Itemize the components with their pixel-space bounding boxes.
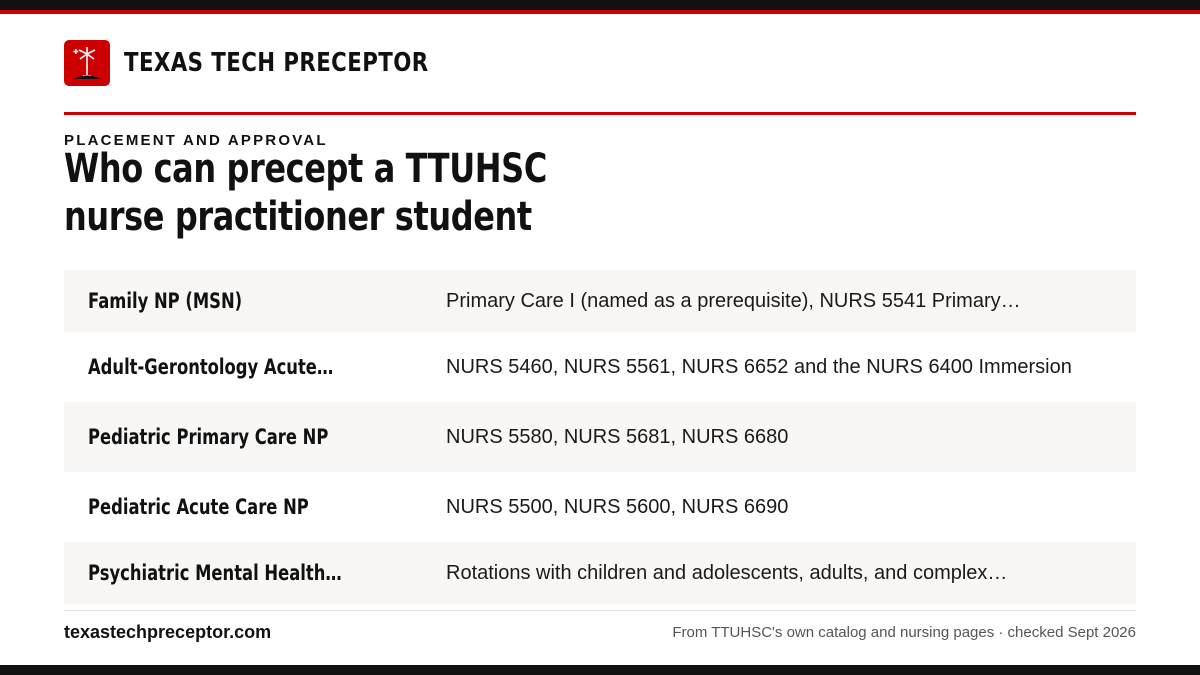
courses-cell: Rotations with children and adolescents, adults, and complex… bbox=[446, 561, 1008, 584]
courses-cell: Primary Care I (named as a prerequisite), NURS 5541 Primary… bbox=[446, 289, 1021, 312]
section-eyebrow: PLACEMENT AND APPROVAL bbox=[64, 132, 328, 149]
header-divider bbox=[64, 112, 1136, 115]
courses-cell: NURS 5580, NURS 5681, NURS 6680 bbox=[446, 425, 789, 448]
track-cell bbox=[64, 561, 446, 585]
brand-name[interactable]: TEXAS TECH PRECEPTOR bbox=[124, 48, 429, 78]
title-line-2: nurse practitioner student bbox=[64, 194, 532, 240]
track-name: Adult-Gerontology Acute… bbox=[88, 355, 334, 379]
track-name: Psychiatric Mental Health… bbox=[88, 561, 342, 585]
precept-table bbox=[64, 270, 1136, 604]
track-name: Pediatric Primary Care NP bbox=[88, 425, 329, 449]
courses-cell: NURS 5500, NURS 5600, NURS 6690 bbox=[446, 495, 789, 518]
track-cell bbox=[64, 425, 446, 449]
table-row bbox=[64, 402, 1136, 472]
header bbox=[64, 40, 495, 86]
footer-site-link[interactable]: texastechpreceptor.com bbox=[64, 622, 272, 642]
footer-source-note: From TTUHSC's own catalog and nursing pages · checked Sept 2026 bbox=[672, 624, 1136, 641]
top-accent-bar bbox=[0, 10, 1200, 14]
windmill-icon[interactable] bbox=[64, 40, 110, 86]
track-name: Family NP (MSN) bbox=[88, 289, 243, 313]
top-bar bbox=[0, 0, 1200, 10]
track-cell bbox=[64, 495, 446, 519]
windmill-glyph bbox=[72, 46, 102, 80]
table-divider bbox=[64, 610, 1136, 611]
track-cell bbox=[64, 289, 446, 313]
table-row bbox=[64, 332, 1136, 402]
track-name: Pediatric Acute Care NP bbox=[88, 495, 309, 519]
title-line-1: Who can precept a TTUHSC bbox=[64, 146, 547, 192]
table-row bbox=[64, 542, 1136, 604]
table-row bbox=[64, 270, 1136, 332]
courses-cell: NURS 5460, NURS 5561, NURS 6652 and the NURS 6400 Immersion bbox=[446, 355, 1072, 378]
page-title bbox=[64, 145, 624, 241]
bottom-bar bbox=[0, 665, 1200, 675]
track-cell bbox=[64, 355, 446, 379]
table-row bbox=[64, 472, 1136, 542]
